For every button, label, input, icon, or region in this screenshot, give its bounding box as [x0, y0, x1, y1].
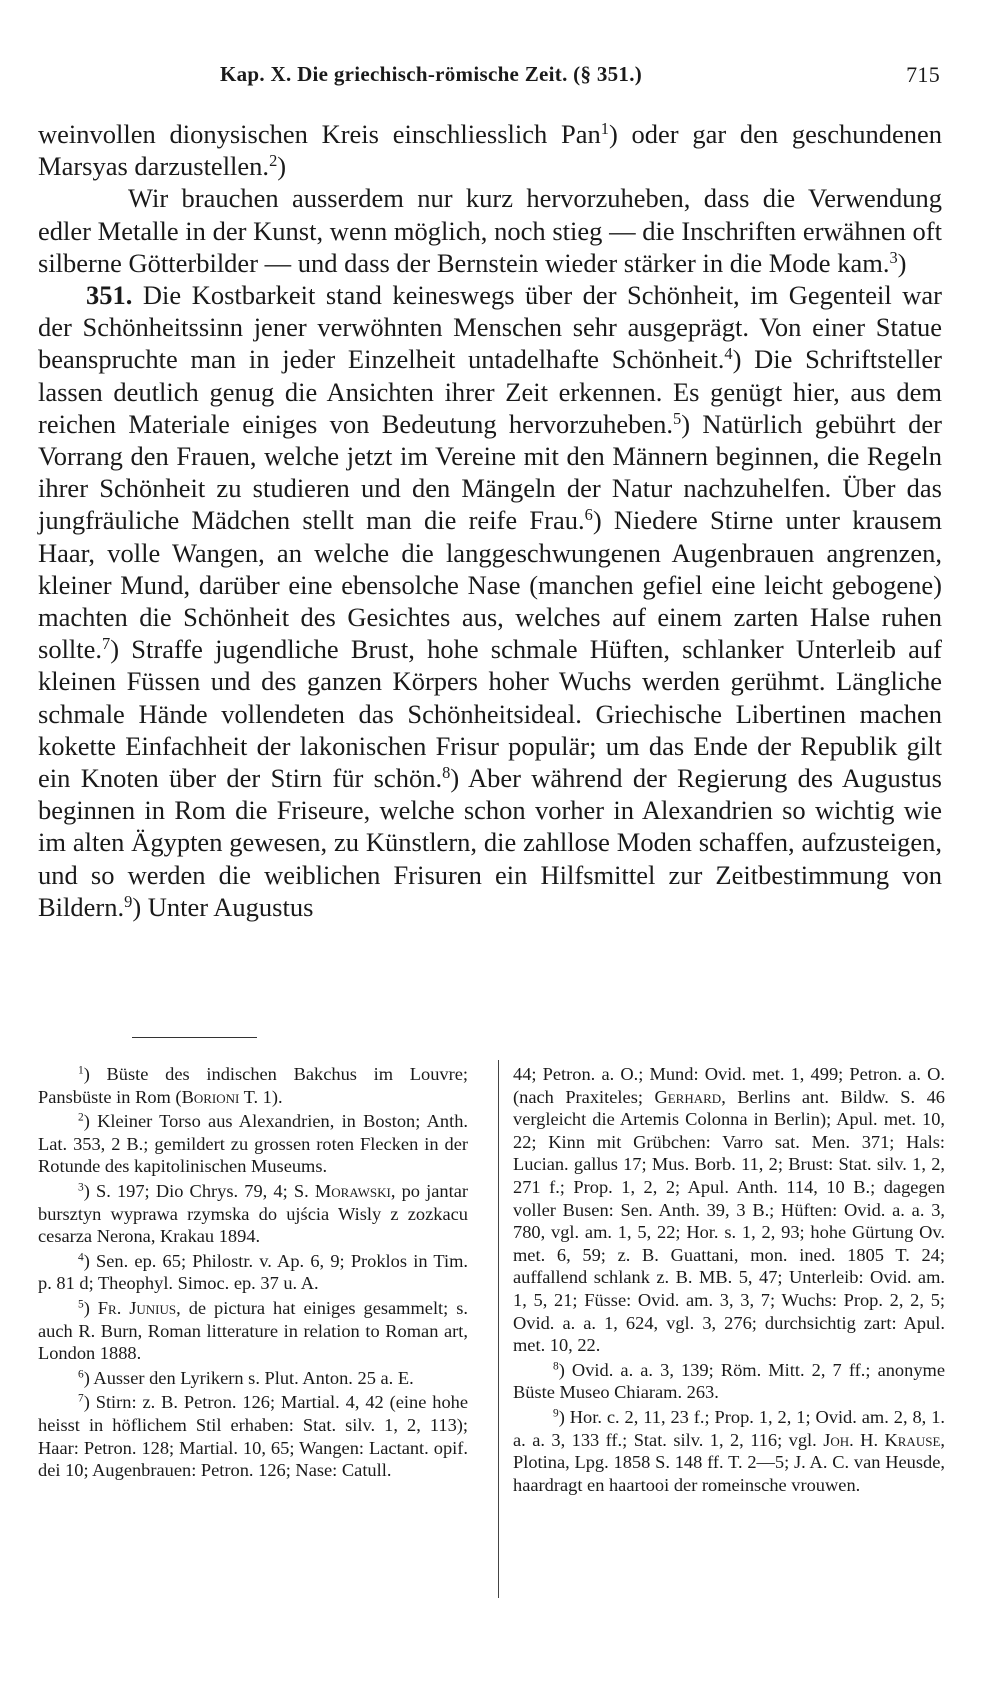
text-run: ) Niedere Stirne unter krausem Haar, volle Wangen, an welche die langgeschwungenen Augenbrauen angrenzen, kleiner Mund, darüber eine ebensolche Nase (manchen gefiel eine leicht gebogene) machten die Schönheit des Gesichtes aus, welches auf einem zarten Halse ruhen sollte.: [38, 505, 942, 665]
page-number: 715: [906, 62, 940, 87]
footnote-ref: 3: [889, 247, 898, 267]
footnote-mark: 1: [78, 1064, 84, 1077]
footnote-text: , Berlins ant. Bildw. S. 46 vergleicht die Artemis Colonna in Berlin); Apul. met. 10, 22; Kinn mit Grübchen: Varro sat. Men. 371; Hals: Lucian. gallus 17; Mus. Borb. 11, 2; Brust: Stat. silv. 1, 2, 271 f.; Prop. 1, 2, 2; Apul. Anth. 114, 10 B.; dagegen voller Busen: Sen. Anth. 39, 3 B.; Hüften: Ovid. a. a. 3, 780, vgl. am. 1, 5, 22; Hor. s. 1, 2, 93; hohe Gürtung Ov. met. 6, 59; z. B. Guattani, mon. ined. 1805 T. 24; auffallend schlank z. B. MB. 5, 47; Unterleib: Ovid. am. 1, 5, 21; Füsse: Ovid. am. 3, 3, 7; Wuchs: Prop. 2, 2, 5; Ovid. a. a. 1, 624, vgl. 3, 276; durchsichtig zart: Apul. met. 10, 22.: [513, 1086, 945, 1356]
text-run: ): [897, 247, 907, 278]
author-name: Gerhard: [654, 1086, 722, 1107]
footnote-mark: 6: [78, 1368, 84, 1381]
footnote-mark: 7: [78, 1393, 84, 1406]
footnote: [38, 1063, 468, 1108]
footnotes-right-column: [513, 1063, 945, 1498]
footnote-text: ) Hor. c. 2, 11, 23 f.; Prop. 1, 2, 1; Ovid. am. 2, 8, 1. a. a. 3, 133 ff.; Stat. silv. 1, 2, 116; vgl.: [513, 1406, 945, 1450]
main-text: [38, 118, 942, 923]
column-divider: [498, 1060, 499, 1598]
footnote-ref: 7: [102, 634, 111, 654]
text-run: ) oder gar den geschundenen Marsyas darzustellen.: [38, 119, 943, 182]
footnote: [38, 1110, 468, 1178]
footnote-mark: 4: [78, 1251, 84, 1264]
footnote-mark: 8: [553, 1360, 559, 1373]
footnote-rule: [132, 1037, 257, 1038]
footnote: [38, 1367, 468, 1390]
footnote: [38, 1180, 468, 1248]
footnote-text: ) Büste des indischen Bakchus im Louvre; Pansbüste in Rom (: [38, 1064, 468, 1107]
footnote: [38, 1250, 468, 1295]
footnote: [513, 1406, 945, 1496]
footnote-text: ) Stirn: z. B. Petron. 126; Martial. 4, 42 (eine hohe heisst in höflichem Stil erhaben: Stat. silv. 1, 2, 113); Haar: Petron. 128; Martial. 10, 65; Wangen: Lactant. opif. dei 10; Augenbrauen: Petron. 126; Nase: Catull.: [38, 1392, 468, 1481]
text-run: weinvollen dionysischen Kreis einschliesslich Pan: [38, 119, 601, 149]
author-name: Joh. H. Krause: [823, 1429, 941, 1450]
footnote-text: , po jantar bursztyn wyprawa rzymska do ujścia Wisly z zozkacu cesarza Nerona, Krakau 1894.: [38, 1180, 468, 1247]
footnote-mark: 2: [78, 1111, 84, 1124]
footnote-ref: 9: [124, 891, 133, 911]
paragraph: [38, 182, 942, 279]
footnote-mark: 5: [78, 1298, 84, 1311]
footnote-ref: 1: [600, 118, 609, 138]
footnotes-left-column: [38, 1063, 468, 1484]
footnote-text: ): [83, 1297, 98, 1318]
footnote-ref: 2: [269, 151, 278, 171]
footnote-text: 44; Petron. a. O.; Mund: Ovid. met. 1, 499; Petron. a. O. (nach Praxiteles;: [513, 1064, 945, 1107]
footnote-text: , Plotina, Lpg. 1858 S. 148 ff. T. 2—5; J. A. C. van Heusde, haardragt en haartooi der romeinsche vrouwen.: [513, 1429, 945, 1495]
text-run: ) Unter Augustus: [132, 891, 314, 922]
text-run: ) Natürlich gebührt der Vorrang den Frauen, welche jetzt im Vereine mit den Männern beginnen, die Regeln ihrer Schönheit zu studieren und den Mängeln der Natur nachzuhelfen. Über das jungfräuliche Mädchen stellt man die reife Frau.: [38, 408, 942, 536]
footnote-ref: 8: [442, 763, 451, 783]
footnote-mark: 9: [553, 1407, 559, 1420]
text-run: Wir brauchen ausserdem nur kurz hervorzuheben, dass die Verwendung edler Metalle in der Kunst, wenn möglich, noch stieg — die Inschriften erwähnen oft silberne Götterbilder — und dass der Bernstein wieder stärker in die Mode kam.: [38, 183, 942, 278]
footnote-continued: [513, 1063, 945, 1357]
footnote-text: T. 1).: [239, 1086, 283, 1107]
footnote-text: , de pictura hat einiges gesammelt; s. auch R. Burn, Roman litterature in relation to Roman art, London 1888.: [38, 1297, 468, 1364]
footnote-text: ) Sen. ep. 65; Philostr. v. Ap. 6, 9; Proklos in Tim. p. 81 d; Theophyl. Simoc. ep. 37 u. A.: [38, 1250, 468, 1294]
footnote: [513, 1359, 945, 1404]
text-run: ) Die Schriftsteller lassen deutlich genug die Ansichten ihrer Zeit erkennen. Es genügt hier, aus dem reichen Materiale einiges von Bedeutung hervorzuheben.: [38, 344, 942, 439]
footnote-ref: 4: [724, 344, 733, 364]
text-run: ) Aber während der Regierung des Augustus beginnen in Rom die Friseure, welche schon vorher in Alexandrien so wichtig wie im alten Ägypten gewesen, zu Künstlern, die zahllose Moden schaffen, aufzusteigen, und so werden die weiblichen Frisuren ein Hilfsmittel zur Zeitbestimmung von Bildern.: [38, 763, 942, 922]
running-header: [220, 62, 940, 87]
footnote-ref: 5: [673, 408, 682, 428]
section-351: [38, 279, 942, 923]
footnote: [38, 1391, 468, 1481]
footnote-text: ) S. 197; Dio Chrys. 79, 4; S.: [83, 1180, 315, 1201]
text-run: Die Kostbarkeit stand keineswegs über der Schönheit, im Gegenteil war der Schönheitssinn jener verwöhnten Menschen sehr ausgeprägt. Von einer Statue beanspruchte man in jeder Einzelheit untadelhafte Schönheit.: [38, 280, 942, 375]
footnote-text: ) Kleiner Torso aus Alexandrien, in Boston; Anth. Lat. 353, 2 B.; gemildert zu grossen roten Flecken in der Rotunde des kapitolinischen Museums.: [38, 1111, 468, 1177]
running-title: Kap. X. Die griechisch-römische Zeit. (§ 351.): [220, 62, 643, 86]
footnote-ref: 6: [584, 505, 593, 525]
author-name: Morawski: [314, 1180, 391, 1201]
text-run: ): [277, 151, 287, 182]
section-number: 351.: [86, 280, 133, 311]
footnote-mark: 3: [78, 1181, 84, 1194]
paragraph: [38, 118, 942, 182]
footnote-text: ) Ausser den Lyrikern s. Plut. Anton. 25 a. E.: [83, 1367, 414, 1388]
text-run: ) Straffe jugendliche Brust, hohe schmale Hüften, schlanker Unterleib auf kleinen Füssen und des ganzen Körpers hoher Wuchs werden gerühmt. Längliche schmale Hände vollendeten das Schönheitsideal. Griechische Libertinen machen kokette Einfachheit der lakonischen Frisur populär; um das Ende der Republik gilt ein Knoten über der Stirn für schön.: [38, 634, 942, 794]
author-name: Borioni: [181, 1086, 240, 1107]
author-name: Fr. Junius: [97, 1297, 177, 1318]
footnote: [38, 1297, 468, 1365]
footnote-text: ) Ovid. a. a. 3, 139; Röm. Mitt. 2, 7 ff.; anonyme Büste Museo Chiaram. 263.: [513, 1359, 945, 1403]
